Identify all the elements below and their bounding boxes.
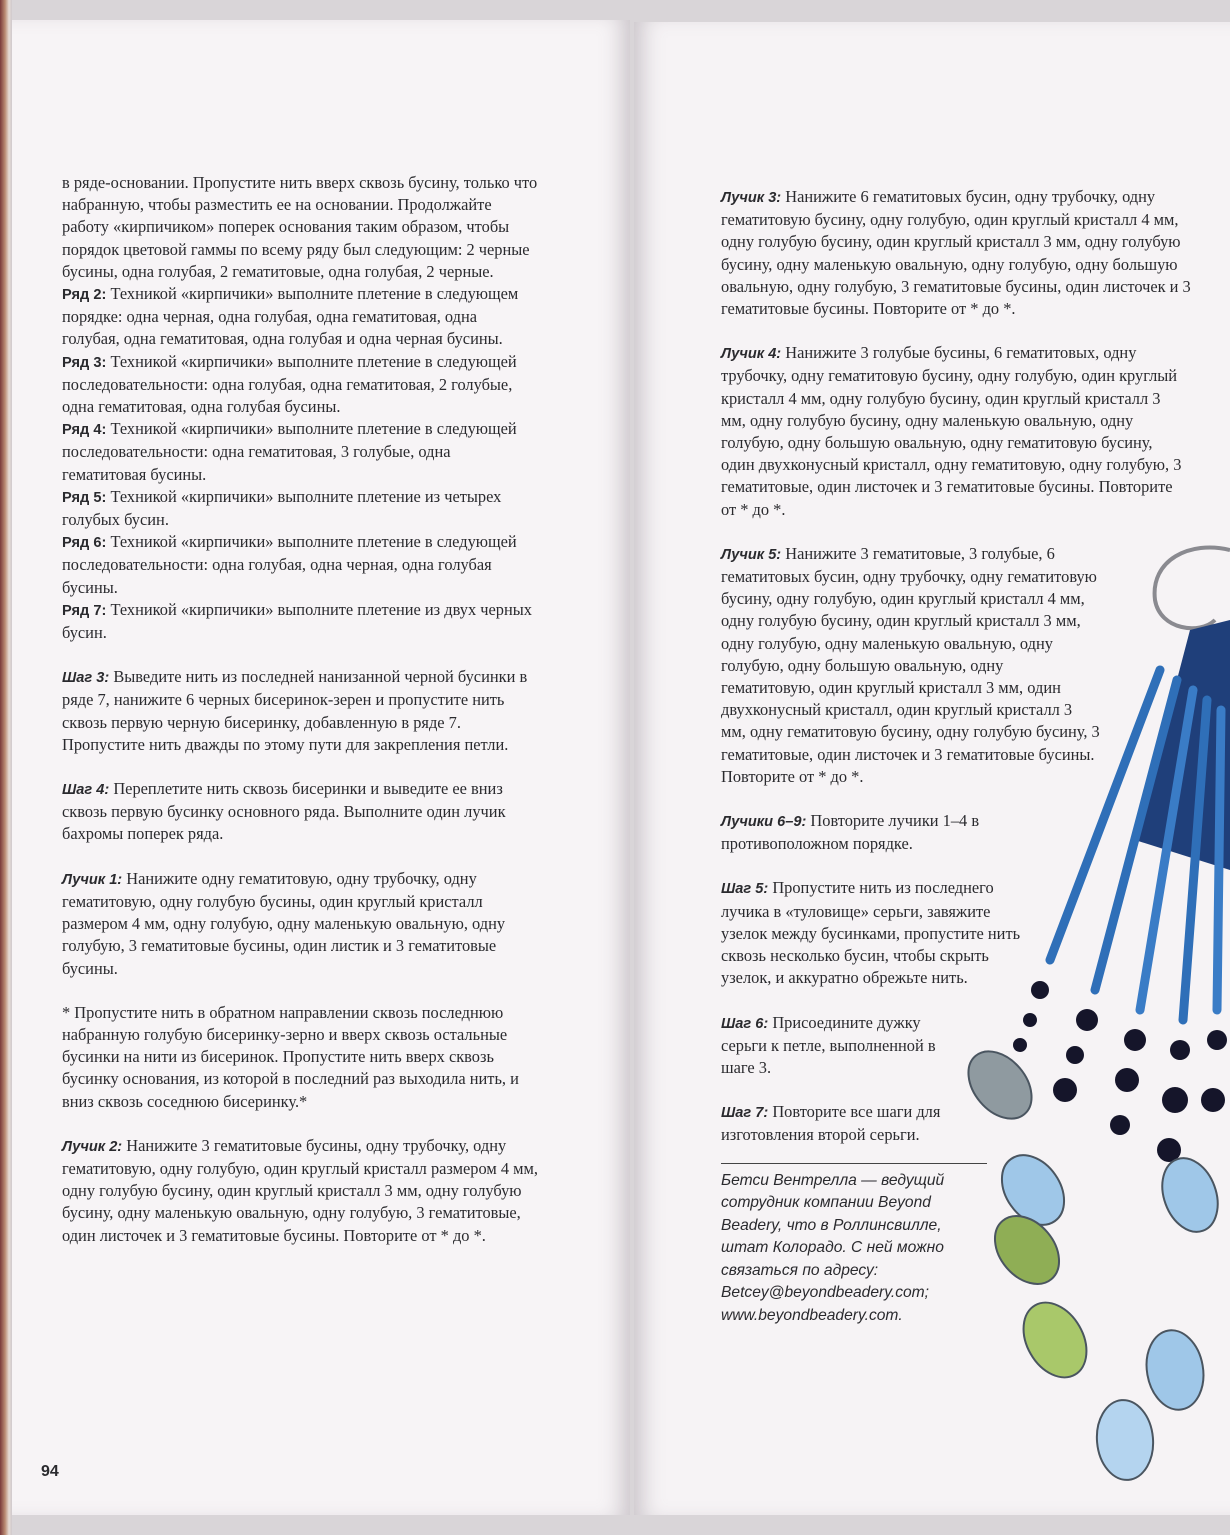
- bio-email: Betcey@beyondbeadery.com;: [721, 1284, 929, 1302]
- bio-line: связаться по адресу:: [721, 1261, 879, 1279]
- row-text: Техникой «кирпичики» выполните плетение из четырех голубых бусин.: [62, 486, 502, 530]
- row-3: [62, 351, 538, 419]
- step-text: Пропустите нить из последнего лучика в «туловище» серьги, завяжите узелок между бусинками, пропустите нить сквозь несколько бусин, чтобы скрыть узелок, и аккуратно обрежьте нить.: [721, 878, 1021, 988]
- step-text: Переплетите нить сквозь бисеринки и выведите ее вниз сквозь первую бусинку основного ряда. Выполните один лучик бахромы поперек ряда.: [62, 779, 506, 844]
- bio-divider: [721, 1163, 987, 1164]
- ray-text: Нанижите одну гематитовую, одну трубочку, одну гематитовую, одну голубую бусины, один круглый кристалл размером 4 мм, одну голубую, одну маленькую овальную, одну голубую, 3 гематитовые бусины, один листик и 3 гематитовые бусины.: [62, 868, 506, 978]
- row-label: Ряд 5:: [62, 489, 107, 506]
- step-label: Шаг 6:: [721, 1015, 769, 1032]
- row-2: [62, 283, 538, 351]
- row-text: Техникой «кирпичики» выполните плетение в следующей последовательности: одна гематитовая, 3 голубые, одна гематитовая бусины.: [62, 419, 517, 484]
- ray-label: Лучик 1:: [62, 871, 123, 888]
- ray-text: Нанижите 3 гематитовые, 3 голубые, 6 гематитовых бусин, одну трубочку, одну гематитовую бусину, одну голубую, один круглый кристалл 4 мм, одну голубую бусину, один круглый кристалл 3 мм, одну голубую, одну маленькую овальную, одну голубую, одну большую овальную, одну гематитовую, один круглый кристалл 3 мм, один двухконусный кристалл, один круглый кристалл 3 мм, одну гематитовую бусину, одну голубую бусину, 3 гематитовые, один листочек и 3 гематитовые бусины. Повторите от * до *.: [721, 543, 1100, 786]
- ray-5: [721, 543, 1101, 788]
- step-text: Повторите все шаги для изготовления второй серьги.: [721, 1102, 941, 1145]
- step-text: Присоедините дужку серьги к петле, выполненной в шаге 3.: [721, 1012, 936, 1077]
- row-label: Ряд 7:: [62, 602, 107, 619]
- row-text: Техникой «кирпичики» выполните плетение в следующем порядке: одна черная, одна голубая, одна гематитовая, одна голубая, одна гематитовая, одна голубая и одна черная бусины.: [62, 284, 519, 349]
- step-text: Выведите нить из последней нанизанной черной бусинки в ряде 7, нанижите 6 черных бисеринок-зерен и пропустите нить сквозь первую черную бисеринку, добавленную в ряде 7. Пропустите нить дважды по этому пути для закрепления петли.: [62, 667, 528, 754]
- row-4: [62, 418, 538, 486]
- step-7: [721, 1101, 971, 1146]
- row-label: Ряд 3:: [62, 354, 107, 371]
- ray-label: Лучик 4:: [721, 346, 782, 363]
- ray-4: [721, 342, 1187, 521]
- book-edge: [0, 0, 12, 1535]
- bio-line: штат Колорадо. С ней можно: [721, 1239, 944, 1257]
- bio-website: www.beyondbeadery.com.: [721, 1307, 903, 1325]
- page-number: 94: [41, 1463, 59, 1480]
- row-label: Ряд 6:: [62, 535, 107, 552]
- row-5: [62, 486, 538, 531]
- ray-3: [721, 186, 1201, 320]
- step-label: Шаг 7:: [721, 1105, 769, 1122]
- row-label: Ряд 2:: [62, 287, 107, 304]
- step-label: Шаг 5:: [721, 881, 769, 898]
- ray-2: [62, 1135, 538, 1247]
- step-3: [62, 666, 538, 756]
- bio-line: Бетси Вентрелла — ведущий: [721, 1171, 945, 1189]
- rays-6-9: [721, 810, 1011, 855]
- row-6: [62, 531, 538, 599]
- author-bio: [721, 1170, 1201, 1328]
- ray-text: Нанижите 6 гематитовых бусин, одну трубочку, одну гематитовую бусину, одну голубую, один круглый кристалл 4 мм, одну голубую бусину, один круглый кристалл 3 мм, одну голубую бусину, одну маленькую овальную, одну голубую, одну большую овальную, одну голубую, 3 гематитовые бусины, один листочек и 3 гематитовые бусины. Повторите от * до *.: [721, 187, 1191, 319]
- step-label: Шаг 4:: [62, 782, 110, 799]
- ray-text: Повторите лучики 1–4 в противоположном порядке.: [721, 811, 980, 854]
- note-paragraph: * Пропустите нить в обратном направлении сквозь последнюю набранную голубую бисеринку-зерно и вверх сквозь остальные бусинки на нити из бисеринок. Пропустите нить вверх сквозь бусинку основания, из которой в последний раз выходила нить, и вниз сквозь соседнюю бисеринку.*: [62, 1002, 519, 1111]
- ray-label: Лучики 6–9:: [721, 814, 807, 831]
- row-text: Техникой «кирпичики» выполните плетение в следующей последовательности: одна голубая, одна черная, одна голубая бусины.: [62, 532, 517, 597]
- step-4: [62, 778, 538, 846]
- step-6: [721, 1012, 951, 1080]
- ray-label: Лучик 2:: [62, 1138, 123, 1155]
- row-label: Ряд 4:: [62, 422, 107, 439]
- ray-label: Лучик 3:: [721, 190, 782, 206]
- ray-1: [62, 868, 538, 980]
- bio-line: сотрудник компании Beyond: [721, 1194, 931, 1212]
- row-7: [62, 599, 538, 644]
- row-text: Техникой «кирпичики» выполните плетение в следующей последовательности: одна голубая, одна гематитовая, 2 голубые, одна гематитовая, одна голубая бусины.: [62, 351, 517, 417]
- right-column: [721, 186, 1201, 1328]
- intro-paragraph: в ряде-основании. Пропустите нить вверх сквозь бусину, только что набранную, чтобы разместить ее на основании. Продолжайте работу «кирпичиком» поперек основания таким образом, чтобы порядок цветовой гаммы по всему ряду был следующим: 2 черные бусины, одна голубая, 2 гематитовые, одна голубая, 2 черные.: [62, 173, 538, 281]
- row-text: Техникой «кирпичики» выполните плетение из двух черных бусин.: [62, 599, 532, 643]
- ray-label: Лучик 5:: [721, 546, 782, 563]
- left-column: [62, 172, 538, 1247]
- ray-text: Нанижите 3 гематитовые бусины, одну трубочку, одну гематитовую, одну голубую, один круглый кристалл размером 4 мм, одну голубую бусину, один круглый кристалл 3 мм, одну голубую бусину, одну маленькую овальную, одну голубую, 3 гематитовые, один листочек и 3 гематитовые бусины. Повторите от * до *.: [62, 1135, 538, 1245]
- step-5: [721, 877, 1031, 989]
- step-label: Шаг 3:: [62, 670, 110, 687]
- bio-line: Beadery, что в Роллинсвилле,: [721, 1216, 942, 1234]
- ray-text: Нанижите 3 голубые бусины, 6 гематитовых, одну трубочку, одну гематитовую бусину, одну голубую, один круглый кристалл 4 мм, одну голубую бусину, один круглый кристалл 3 мм, одну голубую бусину, одну маленькую овальную, одну голубую, одну большую овальную, одну гематитовую бусину, один двухконусный кристалл, одну гематитовую, одну голубую, 3 гематитовые, один листочек и 3 гематитовые бусины. Повторите от * до *.: [721, 343, 1182, 519]
